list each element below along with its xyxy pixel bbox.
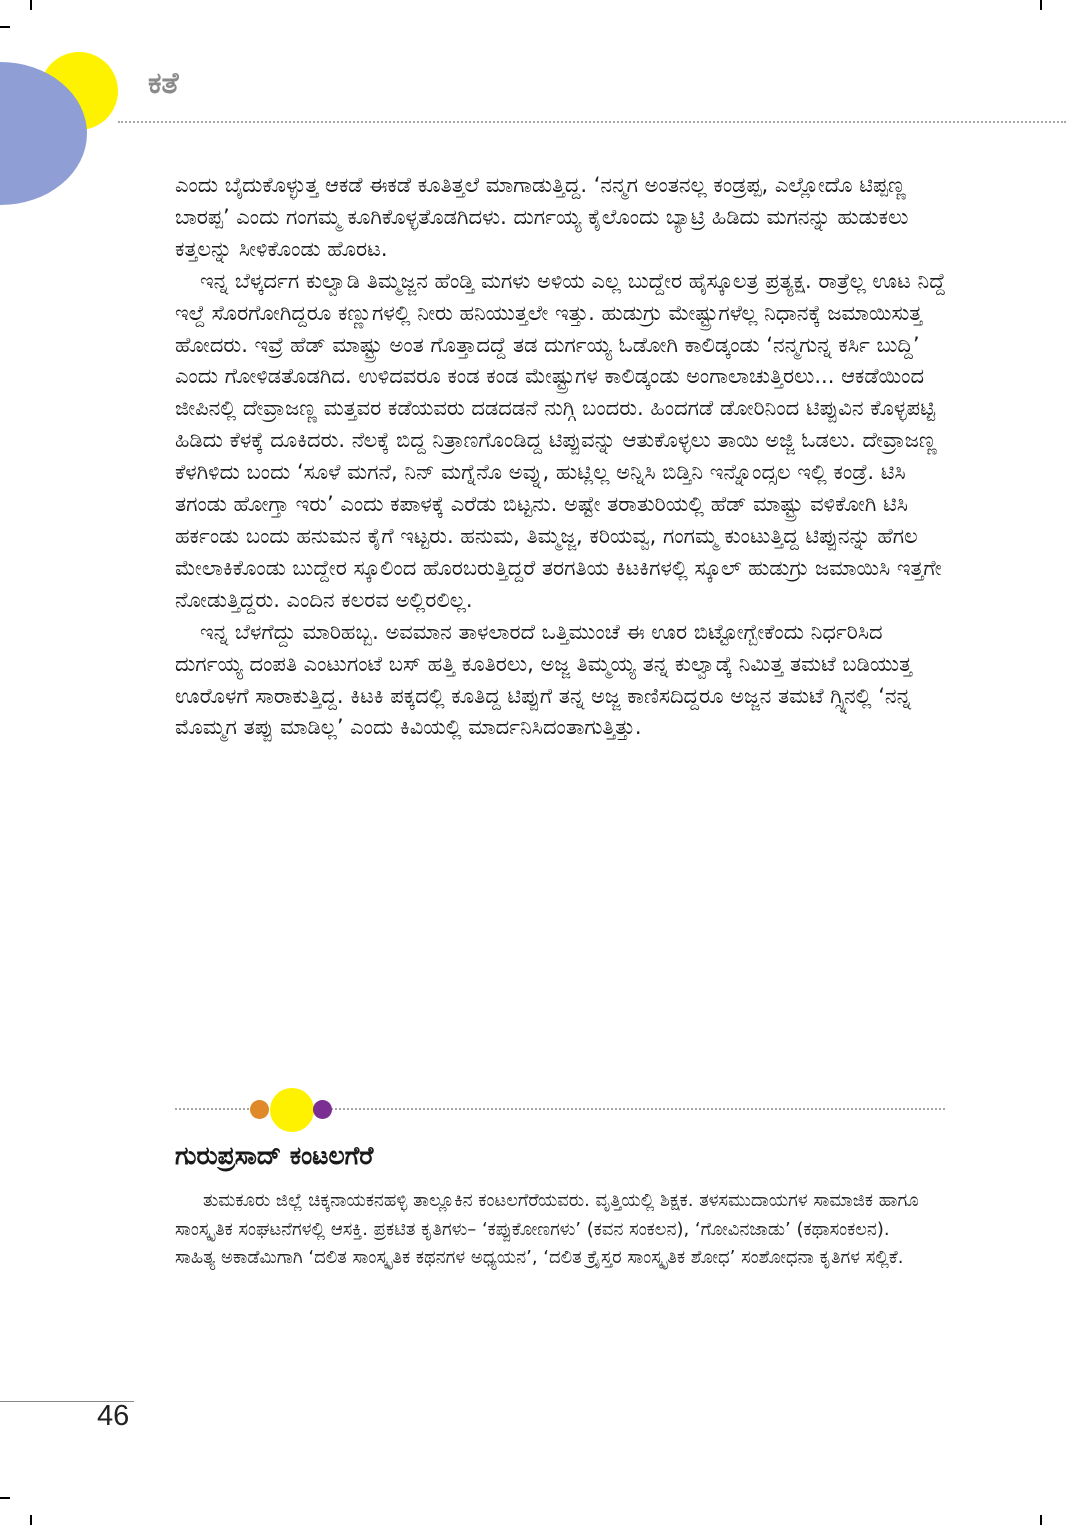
crop-mark-bottom-left-side [0, 1497, 10, 1499]
crop-mark-top-left-side [0, 26, 10, 28]
story-paragraph: ಇನ್ನ ಬೆಳಗೆದ್ದು ಮಾರಿಹಬ್ಬ. ಅವಮಾನ ತಾಳಲಾರದೆ ಒತ್ತಿಮುಂಚೆ ಈ ಊರ ಬಿಟ್ಟೋಗ್ಬೇಕೆಂದು ನಿರ್ಧರಿಸಿದ ದುರ್ಗಯ್ಯ ದಂಪತಿ ಎಂಟುಗಂಟೆ ಬಸ್ ಹತ್ತಿ ಕೂತಿರಲು, ಅಜ್ಜ ತಿಮ್ಮಯ್ಯ ತನ್ನ ಕುಲ್ವಾಡ್ಕೆ ನಿಮಿತ್ತ ತಮಟೆ ಬಡಿಯುತ್ತ ಊರೊಳಗೆ ಸಾರಾಕುತ್ತಿದ್ದ. ಕಿಟಕಿ ಪಕ್ಕದಲ್ಲಿ ಕೂತಿದ್ದ ಟಿಪ್ಪುಗೆ ತನ್ನ ಅಜ್ಜ ಕಾಣಿಸದಿದ್ದರೂ ಅಜ್ಜನ ತಮಟೆ ಗ್ಸ್ನಿನಲ್ಲಿ ‘ನನ್ನ ಮೊಮ್ಮಗ ತಪ್ಪು ಮಾಡಿಲ್ಲ’ ಎಂದು ಕಿವಿಯಲ್ಲಿ ಮಾರ್ದನಿಸಿದಂತಾಗುತ್ತಿತ್ತು. [175, 619, 912, 740]
purple-dot [313, 1100, 332, 1119]
author-name: ಗುರುಪ್ರಸಾದ್ ಕಂಟಲಗೆರೆ [175, 1141, 374, 1170]
crop-mark-top-right [1040, 0, 1042, 10]
story-paragraph: ಎಂದು ಬೈದುಕೊಳ್ಳುತ್ತ ಆಕಡೆ ಈಕಡೆ ಕೂತಿತ್ತಲೆ ಮಾಗಾಡುತ್ತಿದ್ದ. ‘ನನ್ಮಗ ಅಂತನಲ್ಲ ಕಂಡ್ರಪ್ಪ, ಎಲ್ಲೋದೊ ಟಿಪ್ಪಣ್ಣ ಬಾರಪ್ಪ’ ಎಂದು ಗಂಗಮ್ಮ ಕೂಗಿಕೊಳ್ಳತೊಡಗಿದಳು. ದುರ್ಗಯ್ಯ ಕೈಲೊಂದು ಬ್ಯಾಟ್ರಿ ಹಿಡಿದು ಮಗನನ್ನು ಹುಡುಕಲು ಕತ್ತಲನ್ನು ಸೀಳಿಕೊಂಡು ಹೊರಟ. [175, 173, 909, 261]
header-dotted-rule [118, 121, 1066, 123]
orange-dot [250, 1100, 269, 1119]
crop-mark-bottom-left [30, 1515, 32, 1525]
crop-mark-top-left [30, 0, 32, 10]
author-bio: ತುಮಕೂರು ಜಿಲ್ಲೆ ಚಿಕ್ಕನಾಯಕನಹಳ್ಳಿ ತಾಲ್ಲೂಕಿನ ಕಂಟಲಗೆರೆಯವರು. ವೃತ್ತಿಯಲ್ಲಿ ಶಿಕ್ಷಕ. ತಳಸಮುದಾಯಗಳ ಸಾಮಾಜಿಕ ಹಾಗೂ ಸಾಂಸ್ಕೃತಿಕ ಸಂಘಟನೆಗಳಲ್ಲಿ ಆಸಕ್ತಿ. ಪ್ರಕಟಿತ ಕೃತಿಗಳು– ‘ಕಪ್ಪುಕೋಣಗಳು’ (ಕವನ ಸಂಕಲನ), ‘ಗೋವಿನಜಾಡು’ (ಕಥಾಸಂಕಲನ). ಸಾಹಿತ್ಯ ಅಕಾಡೆಮಿಗಾಗಿ ‘ದಲಿತ ಸಾಂಸ್ಕೃತಿಕ ಕಥನಗಳ ಅಧ್ಯಯನ’, ‘ದಲಿತ ಕ್ರೈಸ್ತರ ಸಾಂಸ್ಕೃತಿಕ ಶೋಧ’ ಸಂಶೋಧನಾ ಕೃತಿಗಳ ಸಲ್ಲಿಕೆ. [175, 1190, 919, 1268]
story-paragraph: ಇನ್ನ ಬೆಳ್ಕರ್ದಗ ಕುಲ್ವಾಡಿ ತಿಮ್ಮಜ್ಜನ ಹೆಂಡ್ತಿ ಮಗಳು ಅಳಿಯ ಎಲ್ಲ ಬುದ್ದೇರ ಹೈಸ್ಕೂಲತ್ರ ಪ್ರತ್ಯಕ್ಷ. ರಾತ್ರೆಲ್ಲ ಊಟ ನಿದ್ದೆ ಇಲ್ದೆ ಸೊರಗೋಗಿದ್ದರೂ ಕಣ್ಣುಗಳಲ್ಲಿ ನೀರು ಹನಿಯುತ್ತಲೇ ಇತ್ತು. ಹುಡುಗ್ರು ಮೇಷ್ಟ್ರುಗಳೆಲ್ಲ ನಿಧಾನಕ್ಕೆ ಜಮಾಯಿಸುತ್ತ ಹೋದರು. ಇವ್ರೆ ಹೆಡ್ ಮಾಷ್ಟ್ರು ಅಂತ ಗೊತ್ತಾದದ್ದೆ ತಡ ದುರ್ಗಯ್ಯ ಓಡೋಗಿ ಕಾಲಿಡ್ಕಂಡು ‘ನನ್ಮಗುನ್ನ ಕರ್ಸಿ ಬುದ್ದಿ’ ಎಂದು ಗೋಳಿಡತೊಡಗಿದ. ಉಳಿದವರೂ ಕಂಡ ಕಂಡ ಮೇಷ್ಟ್ರುಗಳ ಕಾಲಿಡ್ಕಂಡು ಅಂಗಾಲಾಚುತ್ತಿರಲು... ಆಕಡೆಯಿಂದ ಜೀಪಿನಲ್ಲಿ ದೇವ್ರಾಜಣ್ಣ ಮತ್ತವರ ಕಡೆಯವರು ದಡದಡನೆ ನುಗ್ಗಿ ಬಂದರು. ಹಿಂದಗಡೆ ಡೋರಿನಿಂದ ಟಿಪ್ಪುವಿನ ಕೊಳ್ಳಪಟ್ಟಿ ಹಿಡಿದು ಕೆಳಕ್ಕೆ ದೂಕಿದರು. ನೆಲಕ್ಕೆ ಬಿದ್ದ ನಿತ್ರಾಣಗೊಂಡಿದ್ದ ಟಿಪ್ಪುವನ್ನು ಆತುಕೊಳ್ಳಲು ತಾಯಿ ಅಜ್ಜಿ ಓಡಲು. ದೇವ್ರಾಜಣ್ಣ ಕೆಳಗಿಳಿದು ಬಂದು ‘ಸೂಳೆ ಮಗನೆ, ನಿನ್ ಮಗ್ನೆನೊ ಅವ್ನು, ಹುಟ್ಲಿಲ್ಲ ಅನ್ನಿಸಿ ಬಿಡ್ತಿನಿ ಇನ್ನೊಂದ್ಸಲ ಇಲ್ಲಿ ಕಂಡ್ರೆ. ಟಿಸಿ ತಗಂಡು ಹೋಗ್ತಾ ಇರು’ ಎಂದು ಕಪಾಳಕ್ಕೆ ಎರೆಡು ಬಿಟ್ಟನು. ಅಷ್ಟೇ ತರಾತುರಿಯಲ್ಲಿ ಹೆಡ್ ಮಾಷ್ಟ್ರು ವಳಿಕೋಗಿ ಟಿಸಿ ಹರ್ಕಂಡು ಬಂದು ಹನುಮನ ಕೈಗೆ ಇಟ್ಟರು. ಹನುಮ, ತಿಮ್ಮಜ್ಜ, ಕರಿಯವ್ವ, ಗಂಗಮ್ಮ ಕುಂಟುತ್ತಿದ್ದ ಟಿಪ್ಪುನನ್ನು ಹೆಗಲ ಮೇಲಾಕಿಕೊಂಡು ಬುದ್ದೇರ ಸ್ಕೂಲಿಂದ ಹೊರಬರುತ್ತಿದ್ದರೆ ತರಗತಿಯ ಕಿಟಕಿಗಳಲ್ಲಿ ಸ್ಕೂಲ್ ಹುಡುಗ್ರು ಜಮಾಯಿಸಿ ಇತ್ತಗೇ ನೋಡುತ್ತಿದ್ದರು. ಎಂದಿನ ಕಲರವ ಅಲ್ಲಿರಲಿಲ್ಲ. [175, 268, 946, 612]
yellow-dot [270, 1088, 314, 1132]
page-number: 46 [97, 1400, 130, 1432]
section-label: ಕತೆ [148, 66, 179, 101]
story-body [175, 170, 955, 744]
crop-mark-bottom-right [1040, 1515, 1042, 1525]
